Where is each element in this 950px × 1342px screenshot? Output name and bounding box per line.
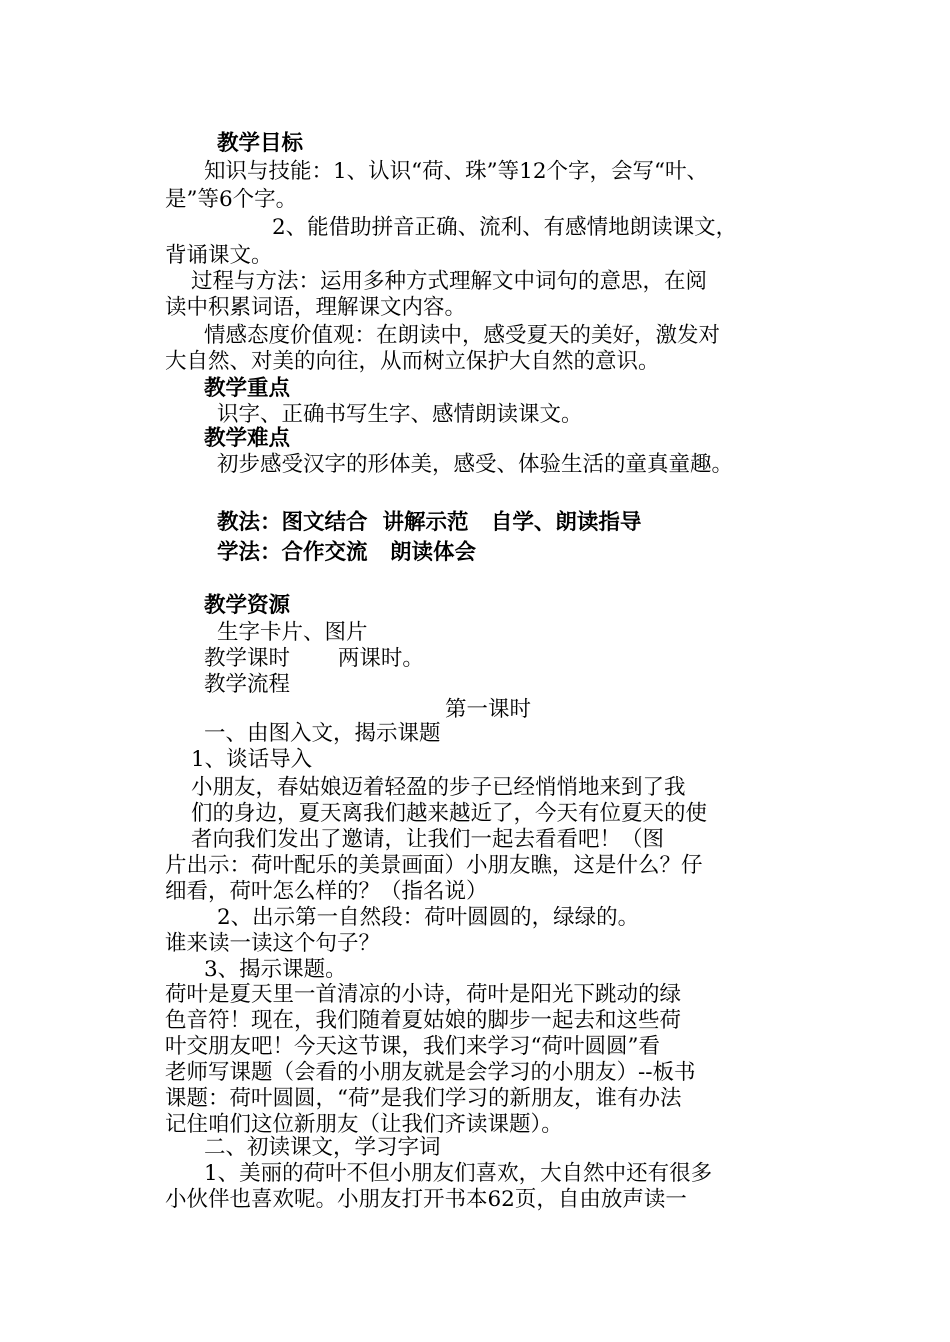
- step-3: 3、揭示课题。: [204, 957, 347, 982]
- objectives-heading: 教学目标: [217, 131, 304, 156]
- key-points-text: 识字、正确书写生字、感情朗读课文。: [217, 402, 583, 427]
- paragraph-1-line-e: 细看，荷叶怎么样的？（指名说）: [165, 879, 488, 904]
- paragraph-3-line-d: 老师写课题（会看的小朋友就是会学习的小朋友）--板书: [165, 1060, 696, 1085]
- learning-methods: 学法：合作交流 朗读体会: [217, 540, 476, 565]
- class-hours: 教学课时 两课时。: [204, 646, 424, 671]
- paragraph-4-line-b: 小伙伴也喜欢呢。小朋友打开书本62页，自由放声读一: [165, 1187, 687, 1212]
- key-points-heading: 教学重点: [204, 376, 291, 401]
- paragraph-1-line-d: 片出示：荷叶配乐的美景画面）小朋友瞧，这是什么？仔: [165, 853, 703, 878]
- paragraph-3-line-f: 记住咱们这位新朋友（让我们齐读课题）。: [165, 1112, 563, 1137]
- difficulties-text: 初步感受汉字的形体美，感受、体验生活的童真童趣。: [217, 452, 734, 477]
- paragraph-4-line-a: 1、美丽的荷叶不但小朋友们喜欢，大自然中还有很多: [204, 1161, 713, 1186]
- step-1: 1、谈话导入: [191, 747, 313, 772]
- process-line-b: 读中积累词语，理解课文内容。: [165, 295, 467, 320]
- teaching-flow-heading: 教学流程: [204, 672, 291, 697]
- knowledge-line-2a: 2、能借助拼音正确、流利、有感情地朗读课文，: [272, 215, 738, 240]
- resources-text: 生字卡片、图片: [217, 620, 368, 645]
- knowledge-line-1b: 是”等6个字。: [165, 187, 298, 212]
- teaching-methods: 教法：图文结合 讲解示范 自学、朗读指导: [217, 510, 642, 535]
- part-1-heading: 一、由图入文，揭示课题: [204, 721, 441, 746]
- knowledge-line-2b: 背诵课文。: [165, 243, 273, 268]
- paragraph-3-line-b: 色音符！现在，我们随着夏姑娘的脚步一起去和这些荷: [165, 1008, 682, 1033]
- paragraph-1-line-a: 小朋友，春姑娘迈着轻盈的步子已经悄悄地来到了我: [191, 775, 686, 800]
- resources-heading: 教学资源: [204, 593, 291, 618]
- part-2-heading: 二、初读课文，学习字词: [204, 1135, 441, 1160]
- paragraph-3-line-a: 荷叶是夏天里一首清凉的小诗，荷叶是阳光下跳动的绿: [165, 982, 682, 1007]
- emotion-line-a: 情感态度价值观：在朗读中，感受夏天的美好，激发对: [204, 323, 721, 348]
- paragraph-1-line-b: 们的身边，夏天离我们越来越近了，今天有位夏天的使: [191, 801, 708, 826]
- paragraph-3-line-e: 课题：荷叶圆圆，“荷”是我们学习的新朋友，谁有办法: [165, 1086, 682, 1111]
- difficulties-heading: 教学难点: [204, 426, 291, 451]
- paragraph-1-line-c: 者向我们发出了邀请，让我们一起去看看吧！（图: [191, 827, 665, 852]
- process-line-a: 过程与方法：运用多种方式理解文中词句的意思，在阅: [191, 269, 708, 294]
- paragraph-3-line-c: 叶交朋友吧！今天这节课，我们来学习“荷叶圆圆”看: [165, 1034, 660, 1059]
- paragraph-2: 谁来读一读这个句子？: [165, 931, 381, 956]
- knowledge-line-1a: 知识与技能：1、认识“荷、珠”等12个字，会写“叶、: [204, 159, 709, 184]
- lesson-title: 第一课时: [445, 697, 532, 722]
- step-2: 2、出示第一自然段：荷叶圆圆的，绿绿的。: [217, 905, 640, 930]
- emotion-line-b: 大自然、对美的向往，从而树立保护大自然的意识。: [165, 349, 660, 374]
